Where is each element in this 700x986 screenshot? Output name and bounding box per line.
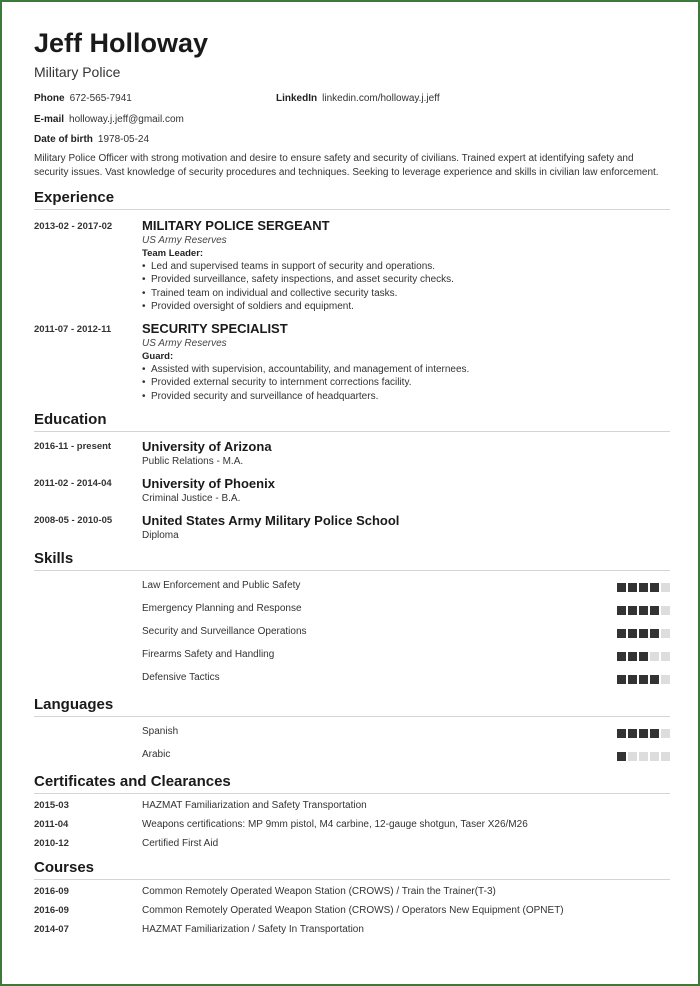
- certificate-date: 2011-04: [34, 819, 69, 831]
- email-value: holloway.j.jeff@gmail.com: [69, 114, 184, 125]
- course-date: 2016-09: [34, 905, 69, 917]
- education-dates: 2016-11 - present: [34, 441, 112, 453]
- certificate-row: [34, 819, 670, 838]
- skill-row: [34, 625, 670, 648]
- rating-square: [661, 606, 670, 615]
- rating-square: [650, 652, 659, 661]
- linkedin-label: LinkedIn: [276, 93, 318, 104]
- education-dates: 2008-05 - 2010-05: [34, 515, 113, 527]
- education-heading: Education: [34, 411, 670, 432]
- education-entry: [34, 439, 670, 468]
- rating-square: [650, 583, 659, 592]
- courses-heading: Courses: [34, 859, 670, 880]
- rating-square: [639, 606, 648, 615]
- rating-square: [661, 752, 670, 761]
- skill-row: [34, 648, 670, 671]
- course-date: 2014-07: [34, 924, 69, 936]
- degree: Criminal Justice - B.A.: [142, 493, 241, 505]
- job-title: SECURITY SPECIALIST: [142, 321, 288, 337]
- course-text: HAZMAT Familiarization / Safety In Transportation: [142, 924, 364, 936]
- rating-square: [650, 606, 659, 615]
- course-row: [34, 905, 670, 924]
- rating-square: [650, 752, 659, 761]
- rating-square: [639, 629, 648, 638]
- skill-rating: [617, 629, 670, 638]
- languages-heading: Languages: [34, 696, 670, 717]
- rating-square: [617, 606, 626, 615]
- language-name: Spanish: [142, 726, 179, 738]
- school-name: United States Army Military Police School: [142, 513, 400, 529]
- contact-block: [34, 92, 670, 152]
- email-label: E-mail: [34, 114, 65, 125]
- language-name: Arabic: [142, 749, 171, 761]
- rating-square: [650, 675, 659, 684]
- skill-rating: [617, 652, 670, 661]
- skill-name: Defensive Tactics: [142, 672, 220, 684]
- language-row: [34, 725, 670, 748]
- course-date: 2016-09: [34, 886, 69, 898]
- skill-name: Security and Surveillance Operations: [142, 626, 307, 638]
- skill-row: [34, 602, 670, 625]
- language-row: [34, 748, 670, 771]
- rating-square: [661, 629, 670, 638]
- skill-name: Firearms Safety and Handling: [142, 649, 275, 661]
- rating-square: [628, 606, 637, 615]
- certificate-text: HAZMAT Familiarization and Safety Transportation: [142, 800, 367, 812]
- rating-square: [639, 675, 648, 684]
- rating-square: [650, 629, 659, 638]
- courses-list: [34, 886, 670, 943]
- job-duties: [142, 363, 670, 403]
- experience-heading: Experience: [34, 189, 670, 210]
- dob-value: 1978-05-24: [97, 134, 150, 145]
- certificate-text: Certified First Aid: [142, 838, 219, 850]
- summary-text: Military Police Officer with strong motivation and desire to ensure safety and security of civilians. Trained expert at identifying safety and security issues. Vast knowledge of security procedures and techniques. Seeking to leverage experience and skills in civilian law enforcement.: [34, 153, 659, 178]
- contact-phone: [34, 92, 132, 105]
- contact-email: [34, 113, 184, 126]
- rating-square: [617, 729, 626, 738]
- phone-value: 672-565-7941: [69, 93, 132, 104]
- resume-name: Jeff Holloway: [34, 28, 209, 58]
- duty-item: • Provided security and surveillance of headquarters.: [142, 390, 670, 403]
- certificate-row: [34, 838, 670, 857]
- school-name: University of Arizona: [142, 439, 272, 455]
- skill-rating: [617, 606, 670, 615]
- rating-square: [661, 729, 670, 738]
- skills-heading: Skills: [34, 550, 670, 571]
- degree: Public Relations - M.A.: [142, 456, 244, 468]
- rating-square: [628, 729, 637, 738]
- skill-rating: [617, 675, 670, 684]
- job-subtitle: Guard:: [142, 351, 174, 363]
- rating-square: [617, 675, 626, 684]
- rating-square: [628, 629, 637, 638]
- rating-square: [639, 652, 648, 661]
- duty-item: • Provided external security to internment corrections facility.: [142, 376, 670, 389]
- job-duties: [142, 260, 670, 313]
- rating-square: [628, 652, 637, 661]
- duty-item: • Provided surveillance, safety inspections, and asset security checks.: [142, 273, 670, 286]
- course-text: Common Remotely Operated Weapon Station (CROWS) / Operators New Equipment (OPNET): [142, 905, 564, 917]
- education-entry: [34, 476, 670, 505]
- linkedin-value: linkedin.com/holloway.j.jeff: [322, 93, 440, 104]
- rating-square: [617, 629, 626, 638]
- contact-linkedin: [276, 92, 440, 105]
- certificates-list: [34, 800, 670, 857]
- job-title: MILITARY POLICE SERGEANT: [142, 218, 330, 233]
- language-rating: [617, 752, 670, 761]
- education-entry: [34, 513, 670, 542]
- rating-square: [661, 583, 670, 592]
- education-dates: 2011-02 - 2014-04: [34, 478, 112, 490]
- resume-role: Military Police: [34, 64, 121, 80]
- duty-item: • Led and supervised teams in support of security and operations.: [142, 260, 670, 273]
- course-text: Common Remotely Operated Weapon Station (CROWS) / Train the Trainer(T-3): [142, 886, 496, 898]
- experience-entry: [34, 218, 670, 313]
- skill-row: [34, 579, 670, 602]
- contact-dob: [34, 133, 149, 146]
- rating-square: [617, 583, 626, 592]
- skill-name: Emergency Planning and Response: [142, 603, 302, 615]
- experience-list: [34, 218, 670, 403]
- rating-square: [628, 583, 637, 592]
- rating-square: [628, 752, 637, 761]
- skill-rating: [617, 583, 670, 592]
- duty-item: • Trained team on individual and collective security tasks.: [142, 287, 670, 300]
- rating-square: [639, 729, 648, 738]
- rating-square: [639, 752, 648, 761]
- rating-square: [617, 752, 626, 761]
- certificate-text: Weapons certifications: MP 9mm pistol, M4 carbine, 12-gauge shotgun, Taser X26/M26: [142, 819, 528, 831]
- job-organization: US Army Reserves: [142, 235, 227, 246]
- job-organization: US Army Reserves: [142, 338, 227, 350]
- language-rating: [617, 729, 670, 738]
- course-row: [34, 886, 670, 905]
- rating-square: [661, 652, 670, 661]
- degree: Diploma: [142, 530, 179, 542]
- course-row: [34, 924, 670, 943]
- skills-list: [34, 579, 670, 694]
- certificate-row: [34, 800, 670, 819]
- certificates-heading: Certificates and Clearances: [34, 773, 670, 794]
- experience-entry: [34, 321, 670, 403]
- education-list: [34, 439, 670, 542]
- experience-dates: 2013-02 - 2017-02: [34, 221, 113, 232]
- rating-square: [617, 652, 626, 661]
- languages-list: [34, 725, 670, 771]
- phone-label: Phone: [34, 93, 65, 104]
- rating-square: [661, 675, 670, 684]
- duty-item: • Assisted with supervision, accountability, and management of internees.: [142, 363, 670, 376]
- experience-dates: 2011-07 - 2012-11: [34, 324, 112, 336]
- rating-square: [650, 729, 659, 738]
- skill-row: [34, 671, 670, 694]
- resume-page: [34, 26, 670, 943]
- rating-square: [628, 675, 637, 684]
- certificate-date: 2015-03: [34, 800, 69, 812]
- rating-square: [639, 583, 648, 592]
- certificate-date: 2010-12: [34, 838, 69, 850]
- duty-item: • Provided oversight of soldiers and equipment.: [142, 300, 670, 313]
- dob-label: Date of birth: [34, 134, 93, 145]
- job-subtitle: Team Leader:: [142, 248, 204, 259]
- school-name: University of Phoenix: [142, 476, 275, 492]
- skill-name: Law Enforcement and Public Safety: [142, 580, 301, 592]
